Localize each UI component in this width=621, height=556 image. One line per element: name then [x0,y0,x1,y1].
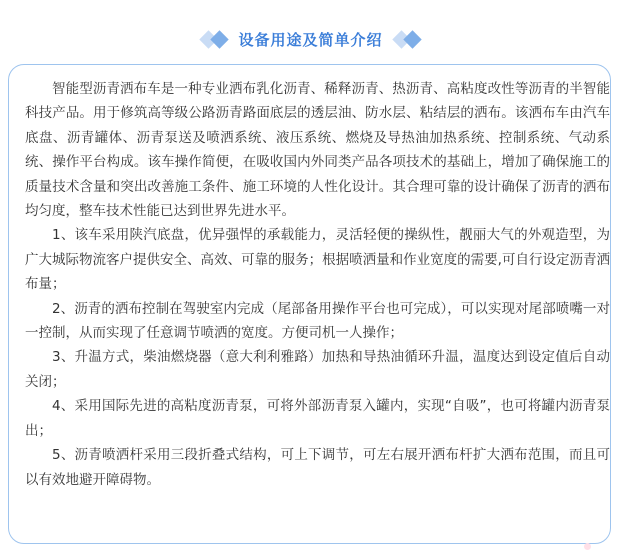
section-title: 设备用途及简单介绍 [238,30,383,49]
intro-paragraph: 智能型沥青洒布车是一种专业洒布乳化沥青、稀释沥青、热沥青、高粘度改性等沥青的半智能科技产品。用于修筑高等级公路沥青路面底层的透层油、防水层、粘结层的洒布。该洒布车由汽车底盘、沥青罐体、沥青泵送及喷洒系统、液压系统、燃烧及导热油加热系统、控制系统、气动系统、操作平台构成。该车操作简便，在吸收国内外同类产品各项技术的基础上，增加了确保施工的质量技术含量和突出改善施工条件、施工环境的人性化设计。其合理可靠的设计确保了沥青的洒布均匀度，整车技术性能已达到世界先进水平。 [25,81,610,220]
diamond-decoration-left [202,33,226,46]
feature-item-1: 1、该车采用陕汽底盘，优异强悍的承载能力，灵活轻便的操纵性，靓丽大气的外观造型，为广大城际物流客户提供安全、高效、可靠的服务；根据喷洒量和作业宽度的需要,可自行设定沥青洒布量； [25,227,610,293]
diamond-icon [403,30,421,48]
feature-item-4: 4、采用国际先进的高粘度沥青泵，可将外部沥青泵入罐内，实现“自吸”，也可将罐内沥青泵出； [25,398,610,439]
diamond-icon [211,30,229,48]
feature-item-2: 2、沥青的洒布控制在驾驶室内完成（尾部备用操作平台也可完成），可以实现对尾部喷嘴一对一控制，从而实现了任意调节喷洒的宽度。方便司机一人操作； [25,300,610,342]
section-header [0,22,621,56]
feature-item-5: 5、沥青喷洒杆采用三段折叠式结构，可上下调节，可左右展开洒布杆扩大洒布范围，而且可以有效地避开障碍物。 [25,447,610,488]
content-body [25,77,610,492]
diamond-decoration-right [395,33,419,46]
feature-item-3: 3、升温方式，柴油燃烧器（意大利利雅路）加热和导热油循环升温，温度达到设定值后自动关闭； [25,349,610,390]
decorative-dot [584,543,591,550]
